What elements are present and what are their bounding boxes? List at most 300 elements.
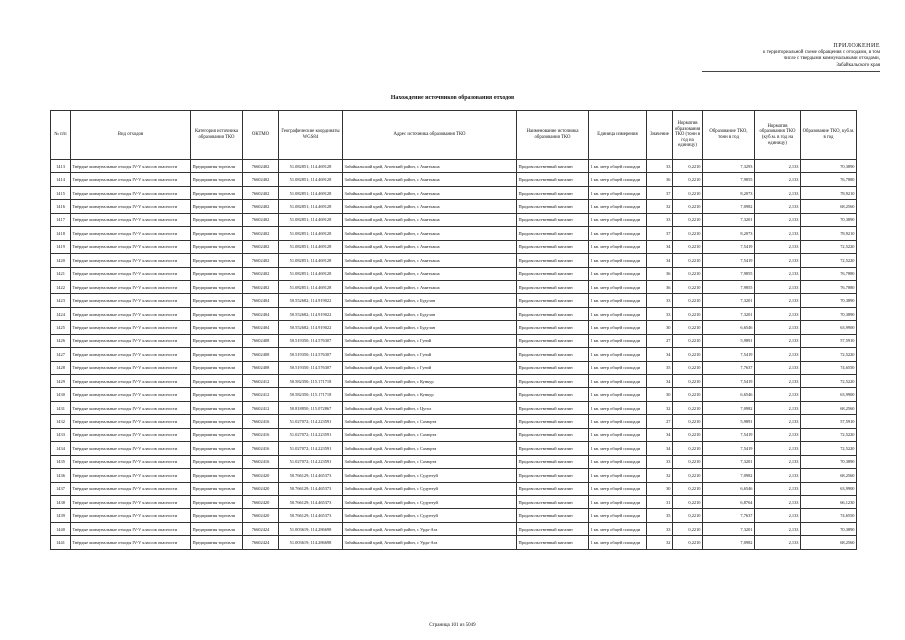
table-cell: 7,7637 [703, 509, 755, 522]
column-header: Образование ТКО, куб.м. в год [801, 111, 857, 160]
table-cell: 76602412 [243, 401, 279, 414]
table-cell: 51.082851; 114.469128 [279, 213, 343, 226]
table-cell: 63,9900 [801, 321, 857, 334]
table-cell: 0,2210 [673, 348, 703, 361]
table-cell: Продовольственный магазин [517, 348, 589, 361]
table-cell: 36 [647, 267, 673, 280]
table-cell: 51.027072; 114.223591 [279, 455, 343, 468]
table-cell: 2,133 [755, 348, 801, 361]
table-cell: 66,1230 [801, 495, 857, 508]
table-cell: Забайкальский край, Агинский район, с Будулан [343, 321, 517, 334]
table-cell: 76602402 [243, 173, 279, 186]
table-cell: Предприятия торговли [191, 321, 243, 334]
table-cell: 0,2210 [673, 227, 703, 240]
table-cell: 7,5419 [703, 348, 755, 361]
table-cell: 2,133 [755, 321, 801, 334]
table-cell: 51.082851; 114.469128 [279, 267, 343, 280]
table-cell: 1 кв. метр общей площади [589, 280, 647, 293]
table-cell: 7,5419 [703, 254, 755, 267]
table-cell: Продовольственный магазин [517, 522, 589, 535]
table-cell: 2,133 [755, 375, 801, 388]
table-cell: 76602402 [243, 160, 279, 173]
table-row [51, 173, 857, 186]
table-cell: 0,2210 [673, 254, 703, 267]
table-cell: Забайкальский край, Агинский район, с Урда-Ага [343, 522, 517, 535]
table-cell: Твёрдые коммунальные отходы IV-V классов опасности [71, 428, 191, 441]
table-cell: 33 [647, 160, 673, 173]
table-cell: Продовольственный магазин [517, 334, 589, 347]
table-row [51, 200, 857, 213]
table-cell: 51.082851; 114.469128 [279, 240, 343, 253]
table-cell: 68,2560 [801, 200, 857, 213]
table-cell: 7,0982 [703, 536, 755, 549]
table-cell: Продовольственный магазин [517, 213, 589, 226]
table-cell: Предприятия торговли [191, 267, 243, 280]
table-cell: Продовольственный магазин [517, 509, 589, 522]
table-row [51, 522, 857, 535]
table-cell: Забайкальский край, Агинский район, с Сахюрта [343, 415, 517, 428]
table-cell: Забайкальский край, Агинский район, с Сахюрта [343, 428, 517, 441]
table-cell: 0,2210 [673, 495, 703, 508]
table-cell: Забайкальский край, Агинский район, с Судунтуй [343, 495, 517, 508]
table-cell: Забайкальский край, Агинский район, с Амитхаша [343, 213, 517, 226]
table-cell: Продовольственный магазин [517, 455, 589, 468]
table-cell: Забайкальский край, Агинский район, с Будулан [343, 307, 517, 320]
table-cell: 76602416 [243, 428, 279, 441]
table-cell: Твёрдые коммунальные отходы IV-V классов опасности [71, 401, 191, 414]
table-row [51, 375, 857, 388]
table-cell: 2,133 [755, 334, 801, 347]
table-cell: Продовольственный магазин [517, 294, 589, 307]
column-header: Адрес источника образования ТКО [343, 111, 517, 160]
table-cell: 35 [647, 361, 673, 374]
table-cell: 1424 [51, 307, 71, 320]
table-cell: 76602404 [243, 307, 279, 320]
table-cell: 5,9891 [703, 334, 755, 347]
table-cell: 70,3890 [801, 522, 857, 535]
table-cell: Твёрдые коммунальные отходы IV-V классов опасности [71, 213, 191, 226]
table-cell: 76602402 [243, 200, 279, 213]
table-cell: Продовольственный магазин [517, 482, 589, 495]
table-cell: 63,9900 [801, 388, 857, 401]
table-cell: 7,3201 [703, 213, 755, 226]
table-cell: 76602416 [243, 455, 279, 468]
table-cell: Забайкальский край, Агинский район, с Амитхаша [343, 200, 517, 213]
table-cell: 2,133 [755, 388, 801, 401]
table-cell: Твёрдые коммунальные отходы IV-V классов опасности [71, 280, 191, 293]
table-cell: 2,133 [755, 536, 801, 549]
annex-line-2: числе с твердыми коммунальными отходами, [783, 56, 880, 62]
table-cell: Забайкальский край, Агинский район, с Сахюрта [343, 442, 517, 455]
table-cell: 7,0982 [703, 200, 755, 213]
table-cell: 2,133 [755, 455, 801, 468]
table-cell: 1 кв. метр общей площади [589, 334, 647, 347]
table-cell: 7,3201 [703, 455, 755, 468]
annex-rule [702, 71, 880, 72]
table-cell: 7,7637 [703, 361, 755, 374]
table-cell: Продовольственный магазин [517, 200, 589, 213]
table-cell: 0,2210 [673, 160, 703, 173]
table-cell: Твёрдые коммунальные отходы IV-V классов опасности [71, 307, 191, 320]
table-cell: Твёрдые коммунальные отходы IV-V классов опасности [71, 267, 191, 280]
table-cell: 1418 [51, 227, 71, 240]
table-cell: Твёрдые коммунальные отходы IV-V классов опасности [71, 200, 191, 213]
table-cell: 2,133 [755, 401, 801, 414]
table-cell: 1423 [51, 294, 71, 307]
table-cell: Твёрдые коммунальные отходы IV-V классов опасности [71, 482, 191, 495]
table-row [51, 388, 857, 401]
table-cell: 78,9210 [801, 186, 857, 199]
table-row [51, 509, 857, 522]
table-cell: 76602408 [243, 361, 279, 374]
table-cell: Предприятия торговли [191, 200, 243, 213]
table-cell: 36 [647, 280, 673, 293]
table-cell: 7,9855 [703, 280, 755, 293]
table-row [51, 334, 857, 347]
table-cell: 0,2210 [673, 388, 703, 401]
table-cell: 1 кв. метр общей площади [589, 469, 647, 482]
table-cell: 0,2210 [673, 334, 703, 347]
table-cell: Предприятия торговли [191, 442, 243, 455]
table-cell: Продовольственный магазин [517, 428, 589, 441]
table-cell: 70,3890 [801, 307, 857, 320]
table-cell: Продовольственный магазин [517, 240, 589, 253]
table-cell: 70,3890 [801, 455, 857, 468]
table-cell: 2,133 [755, 254, 801, 267]
table-cell: 1438 [51, 495, 71, 508]
table-cell: Продовольственный магазин [517, 388, 589, 401]
annex-line-3: Забайкальского края [836, 62, 880, 68]
table-cell: 7,5419 [703, 428, 755, 441]
table-cell: 76602424 [243, 536, 279, 549]
table-cell: 70,3890 [801, 294, 857, 307]
table-cell: Забайкальский край, Агинский район, с Судунтуй [343, 469, 517, 482]
table-cell: 70,3890 [801, 213, 857, 226]
table-cell: 2,133 [755, 361, 801, 374]
table-cell: Твёрдые коммунальные отходы IV-V классов опасности [71, 415, 191, 428]
table-cell: Забайкальский край, Агинский район, с Амитхаша [343, 254, 517, 267]
table-cell: Предприятия торговли [191, 375, 243, 388]
table-cell: 1 кв. метр общей площади [589, 227, 647, 240]
table-cell: Продовольственный магазин [517, 160, 589, 173]
table-cell: 27 [647, 334, 673, 347]
table-cell: 0,2210 [673, 186, 703, 199]
table-cell: Твёрдые коммунальные отходы IV-V классов опасности [71, 294, 191, 307]
table-cell: 1422 [51, 280, 71, 293]
column-header: Образование ТКО, тонн в год [703, 111, 755, 160]
table-cell: 34 [647, 428, 673, 441]
table-cell: 8,2073 [703, 227, 755, 240]
table-cell: 51.082851; 114.469128 [279, 254, 343, 267]
table-cell: 1 кв. метр общей площади [589, 442, 647, 455]
table-cell: Продовольственный магазин [517, 280, 589, 293]
page-footer: Страница 101 из 5049 [429, 623, 476, 628]
column-header: Норматив образования ТКО (куб.м. в год на единицу) [755, 111, 801, 160]
table-row [51, 267, 857, 280]
table-cell: Предприятия торговли [191, 227, 243, 240]
column-header: Единица измерения [589, 111, 647, 160]
table-cell: Забайкальский край, Агинский район, с Амитхаша [343, 160, 517, 173]
table-cell: 27 [647, 415, 673, 428]
table-cell: Продовольственный магазин [517, 536, 589, 549]
table-cell: 50.766129; 114.465373 [279, 469, 343, 482]
table-cell: 2,133 [755, 173, 801, 186]
table-cell: 1426 [51, 334, 71, 347]
table-cell: 6,6546 [703, 482, 755, 495]
table-cell: 0,2210 [673, 361, 703, 374]
table-cell: Продовольственный магазин [517, 442, 589, 455]
table-cell: 37 [647, 227, 673, 240]
column-header: Наименование источника образования ТКО [517, 111, 589, 160]
table-cell: 2,133 [755, 509, 801, 522]
table-cell: Твёрдые коммунальные отходы IV-V классов опасности [71, 495, 191, 508]
table-cell: 33 [647, 213, 673, 226]
table-cell: 76602420 [243, 495, 279, 508]
table-cell: 1429 [51, 375, 71, 388]
table-cell: 0,2210 [673, 482, 703, 495]
table-row [51, 495, 857, 508]
table-cell: 68,2560 [801, 469, 857, 482]
table-cell: 57,5910 [801, 415, 857, 428]
table-cell: 50.519350; 114.576307 [279, 361, 343, 374]
table-cell: 2,133 [755, 186, 801, 199]
table-cell: 34 [647, 254, 673, 267]
table-cell: 1440 [51, 522, 71, 535]
table-cell: 30 [647, 482, 673, 495]
table-cell: Забайкальский край, Агинский район, с Гунэй [343, 361, 517, 374]
table-cell: 76,7880 [801, 173, 857, 186]
table-cell: 1436 [51, 469, 71, 482]
table-cell: Твёрдые коммунальные отходы IV-V классов опасности [71, 388, 191, 401]
table-cell: Забайкальский край, Агинский район, с Судунтуй [343, 509, 517, 522]
table-cell: 8,2073 [703, 186, 755, 199]
table-cell: 2,133 [755, 227, 801, 240]
table-cell: Забайкальский край, Агинский район, с Амитхаша [343, 186, 517, 199]
table-cell: 0,2210 [673, 401, 703, 414]
table-cell: 2,133 [755, 428, 801, 441]
table-cell: 78,9210 [801, 227, 857, 240]
table-cell: Продовольственный магазин [517, 173, 589, 186]
table-cell: 74,6550 [801, 361, 857, 374]
table-cell: 50.766129; 114.465373 [279, 509, 343, 522]
table-cell: Продовольственный магазин [517, 361, 589, 374]
table-cell: Продовольственный магазин [517, 415, 589, 428]
table-cell: 50.766129; 114.465373 [279, 482, 343, 495]
table-cell: 32 [647, 401, 673, 414]
table-cell: 2,133 [755, 482, 801, 495]
table-cell: 76602402 [243, 240, 279, 253]
table-cell: 72,5220 [801, 442, 857, 455]
table-cell: 1434 [51, 442, 71, 455]
table-cell: 0,2210 [673, 375, 703, 388]
waste-sources-table [50, 110, 857, 550]
table-cell: 0,2210 [673, 200, 703, 213]
table-cell: 7,3201 [703, 522, 755, 535]
table-cell: 2,133 [755, 267, 801, 280]
table-cell: 2,133 [755, 307, 801, 320]
table-cell: 32 [647, 469, 673, 482]
table-cell: Предприятия торговли [191, 482, 243, 495]
table-row [51, 455, 857, 468]
table-cell: Продовольственный магазин [517, 307, 589, 320]
table-cell: Продовольственный магазин [517, 375, 589, 388]
table-cell: 1 кв. метр общей площади [589, 388, 647, 401]
table-cell: Предприятия торговли [191, 348, 243, 361]
table-cell: Забайкальский край, Агинский район, с Амитхаша [343, 227, 517, 240]
table-cell: 1 кв. метр общей площади [589, 509, 647, 522]
table-row [51, 227, 857, 240]
table-row [51, 428, 857, 441]
table-cell: 0,2210 [673, 307, 703, 320]
table-cell: 0,2210 [673, 415, 703, 428]
table-cell: Предприятия торговли [191, 334, 243, 347]
column-header: Значение [647, 111, 673, 160]
table-cell: Предприятия торговли [191, 280, 243, 293]
table-cell: 1420 [51, 254, 71, 267]
table-cell: 7,5419 [703, 240, 755, 253]
table-cell: 76602424 [243, 522, 279, 535]
table-cell: 51.082851; 114.469128 [279, 173, 343, 186]
table-cell: Предприятия торговли [191, 294, 243, 307]
table-cell: Продовольственный магазин [517, 254, 589, 267]
table-cell: Продовольственный магазин [517, 227, 589, 240]
table-cell: 76602412 [243, 375, 279, 388]
table-cell: 50.582350; 115.171718 [279, 375, 343, 388]
table-cell: 5,9891 [703, 415, 755, 428]
table-cell: Предприятия торговли [191, 495, 243, 508]
table-cell: 50.766129; 114.465373 [279, 495, 343, 508]
table-cell: 76602402 [243, 254, 279, 267]
table-cell: Твёрдые коммунальные отходы IV-V классов опасности [71, 186, 191, 199]
table-cell: Забайкальский край, Агинский район, с Сахюрта [343, 455, 517, 468]
table-cell: Предприятия торговли [191, 213, 243, 226]
table-cell: 7,5419 [703, 375, 755, 388]
table-cell: Забайкальский край, Агинский район, с Амитхаша [343, 280, 517, 293]
table-cell: 76,7880 [801, 267, 857, 280]
table-cell: 1 кв. метр общей площади [589, 536, 647, 549]
table-cell: 34 [647, 442, 673, 455]
table-cell: 72,5220 [801, 348, 857, 361]
table-cell: 2,133 [755, 280, 801, 293]
table-cell: 76602402 [243, 213, 279, 226]
table-cell: 33 [647, 307, 673, 320]
table-cell: 0,2210 [673, 522, 703, 535]
table-cell: 1415 [51, 186, 71, 199]
table-cell: 51.027072; 114.223591 [279, 442, 343, 455]
table-cell: Забайкальский край, Агинский район, с Цугол [343, 401, 517, 414]
table-cell: 50.552682; 114.919022 [279, 321, 343, 334]
table-cell: 51.082851; 114.469128 [279, 280, 343, 293]
table-cell: 76602402 [243, 267, 279, 280]
table-cell: 50.519350; 114.576307 [279, 348, 343, 361]
table-row [51, 361, 857, 374]
table-cell: 51.003619; 114.286698 [279, 522, 343, 535]
table-cell: 1416 [51, 200, 71, 213]
table-cell: Предприятия торговли [191, 455, 243, 468]
table-cell: Предприятия торговли [191, 522, 243, 535]
table-cell: 1 кв. метр общей площади [589, 495, 647, 508]
table-cell: Твёрдые коммунальные отходы IV-V классов опасности [71, 348, 191, 361]
table-cell: 0,2210 [673, 428, 703, 441]
table-cell: 1 кв. метр общей площади [589, 307, 647, 320]
table-cell: 6,6546 [703, 321, 755, 334]
table-row [51, 186, 857, 199]
table-cell: Продовольственный магазин [517, 495, 589, 508]
table-cell: 2,133 [755, 495, 801, 508]
table-cell: 30 [647, 321, 673, 334]
table-cell: Забайкальский край, Агинский район, с Гунэй [343, 348, 517, 361]
table-cell: 76602404 [243, 321, 279, 334]
table-cell: 1 кв. метр общей площади [589, 455, 647, 468]
table-cell: 76602402 [243, 280, 279, 293]
table-cell: Продовольственный магазин [517, 186, 589, 199]
table-cell: Твёрдые коммунальные отходы IV-V классов опасности [71, 442, 191, 455]
table-cell: 2,133 [755, 442, 801, 455]
table-row [51, 280, 857, 293]
table-cell: 72,5220 [801, 428, 857, 441]
table-cell: Забайкальский край, Агинский район, с Амитхаша [343, 267, 517, 280]
table-cell: 2,133 [755, 160, 801, 173]
table-row [51, 307, 857, 320]
table-cell: 1430 [51, 388, 71, 401]
table-cell: 2,133 [755, 469, 801, 482]
table-cell: 0,2210 [673, 267, 703, 280]
annex-block [700, 43, 880, 72]
table-cell: Забайкальский край, Агинский район, с Судунтуй [343, 482, 517, 495]
table-cell: 1433 [51, 428, 71, 441]
table-cell: 1437 [51, 482, 71, 495]
column-header: Вид отходов [71, 111, 191, 160]
table-cell: Продовольственный магазин [517, 267, 589, 280]
table-cell: 1414 [51, 173, 71, 186]
table-row [51, 442, 857, 455]
table-cell: 32 [647, 536, 673, 549]
table-cell: 7,0982 [703, 469, 755, 482]
table-cell: 33 [647, 455, 673, 468]
table-cell: 51.003619; 114.286698 [279, 536, 343, 549]
table-cell: 1431 [51, 401, 71, 414]
table-cell: 63,9900 [801, 482, 857, 495]
table-cell: Предприятия торговли [191, 240, 243, 253]
table-cell: 1 кв. метр общей площади [589, 321, 647, 334]
table-cell: 51.082851; 114.469128 [279, 200, 343, 213]
table-cell: 7,3201 [703, 294, 755, 307]
table-cell: 7,5419 [703, 442, 755, 455]
table-cell: 76602408 [243, 334, 279, 347]
table-cell: Предприятия торговли [191, 428, 243, 441]
table-cell: 0,2210 [673, 321, 703, 334]
table-cell: Предприятия торговли [191, 469, 243, 482]
table-cell: Забайкальский край, Агинский район, с Будулан [343, 294, 517, 307]
table-cell: Предприятия торговли [191, 173, 243, 186]
table-cell: Забайкальский край, Агинский район, с Кункур [343, 375, 517, 388]
table-cell: 76602402 [243, 186, 279, 199]
table-cell: 7,9855 [703, 267, 755, 280]
table-row [51, 401, 857, 414]
table-row [51, 213, 857, 226]
table-cell: 50.552682; 114.919022 [279, 294, 343, 307]
table-cell: 0,2210 [673, 213, 703, 226]
table-cell: 0,2210 [673, 173, 703, 186]
table-cell: 1432 [51, 415, 71, 428]
table-cell: Предприятия торговли [191, 536, 243, 549]
table-header-row [51, 111, 857, 160]
table-cell: 1 кв. метр общей площади [589, 482, 647, 495]
table-cell: 0,2210 [673, 469, 703, 482]
table-cell: 1 кв. метр общей площади [589, 213, 647, 226]
table-cell: 35 [647, 509, 673, 522]
table-cell: Твёрдые коммунальные отходы IV-V классов опасности [71, 240, 191, 253]
